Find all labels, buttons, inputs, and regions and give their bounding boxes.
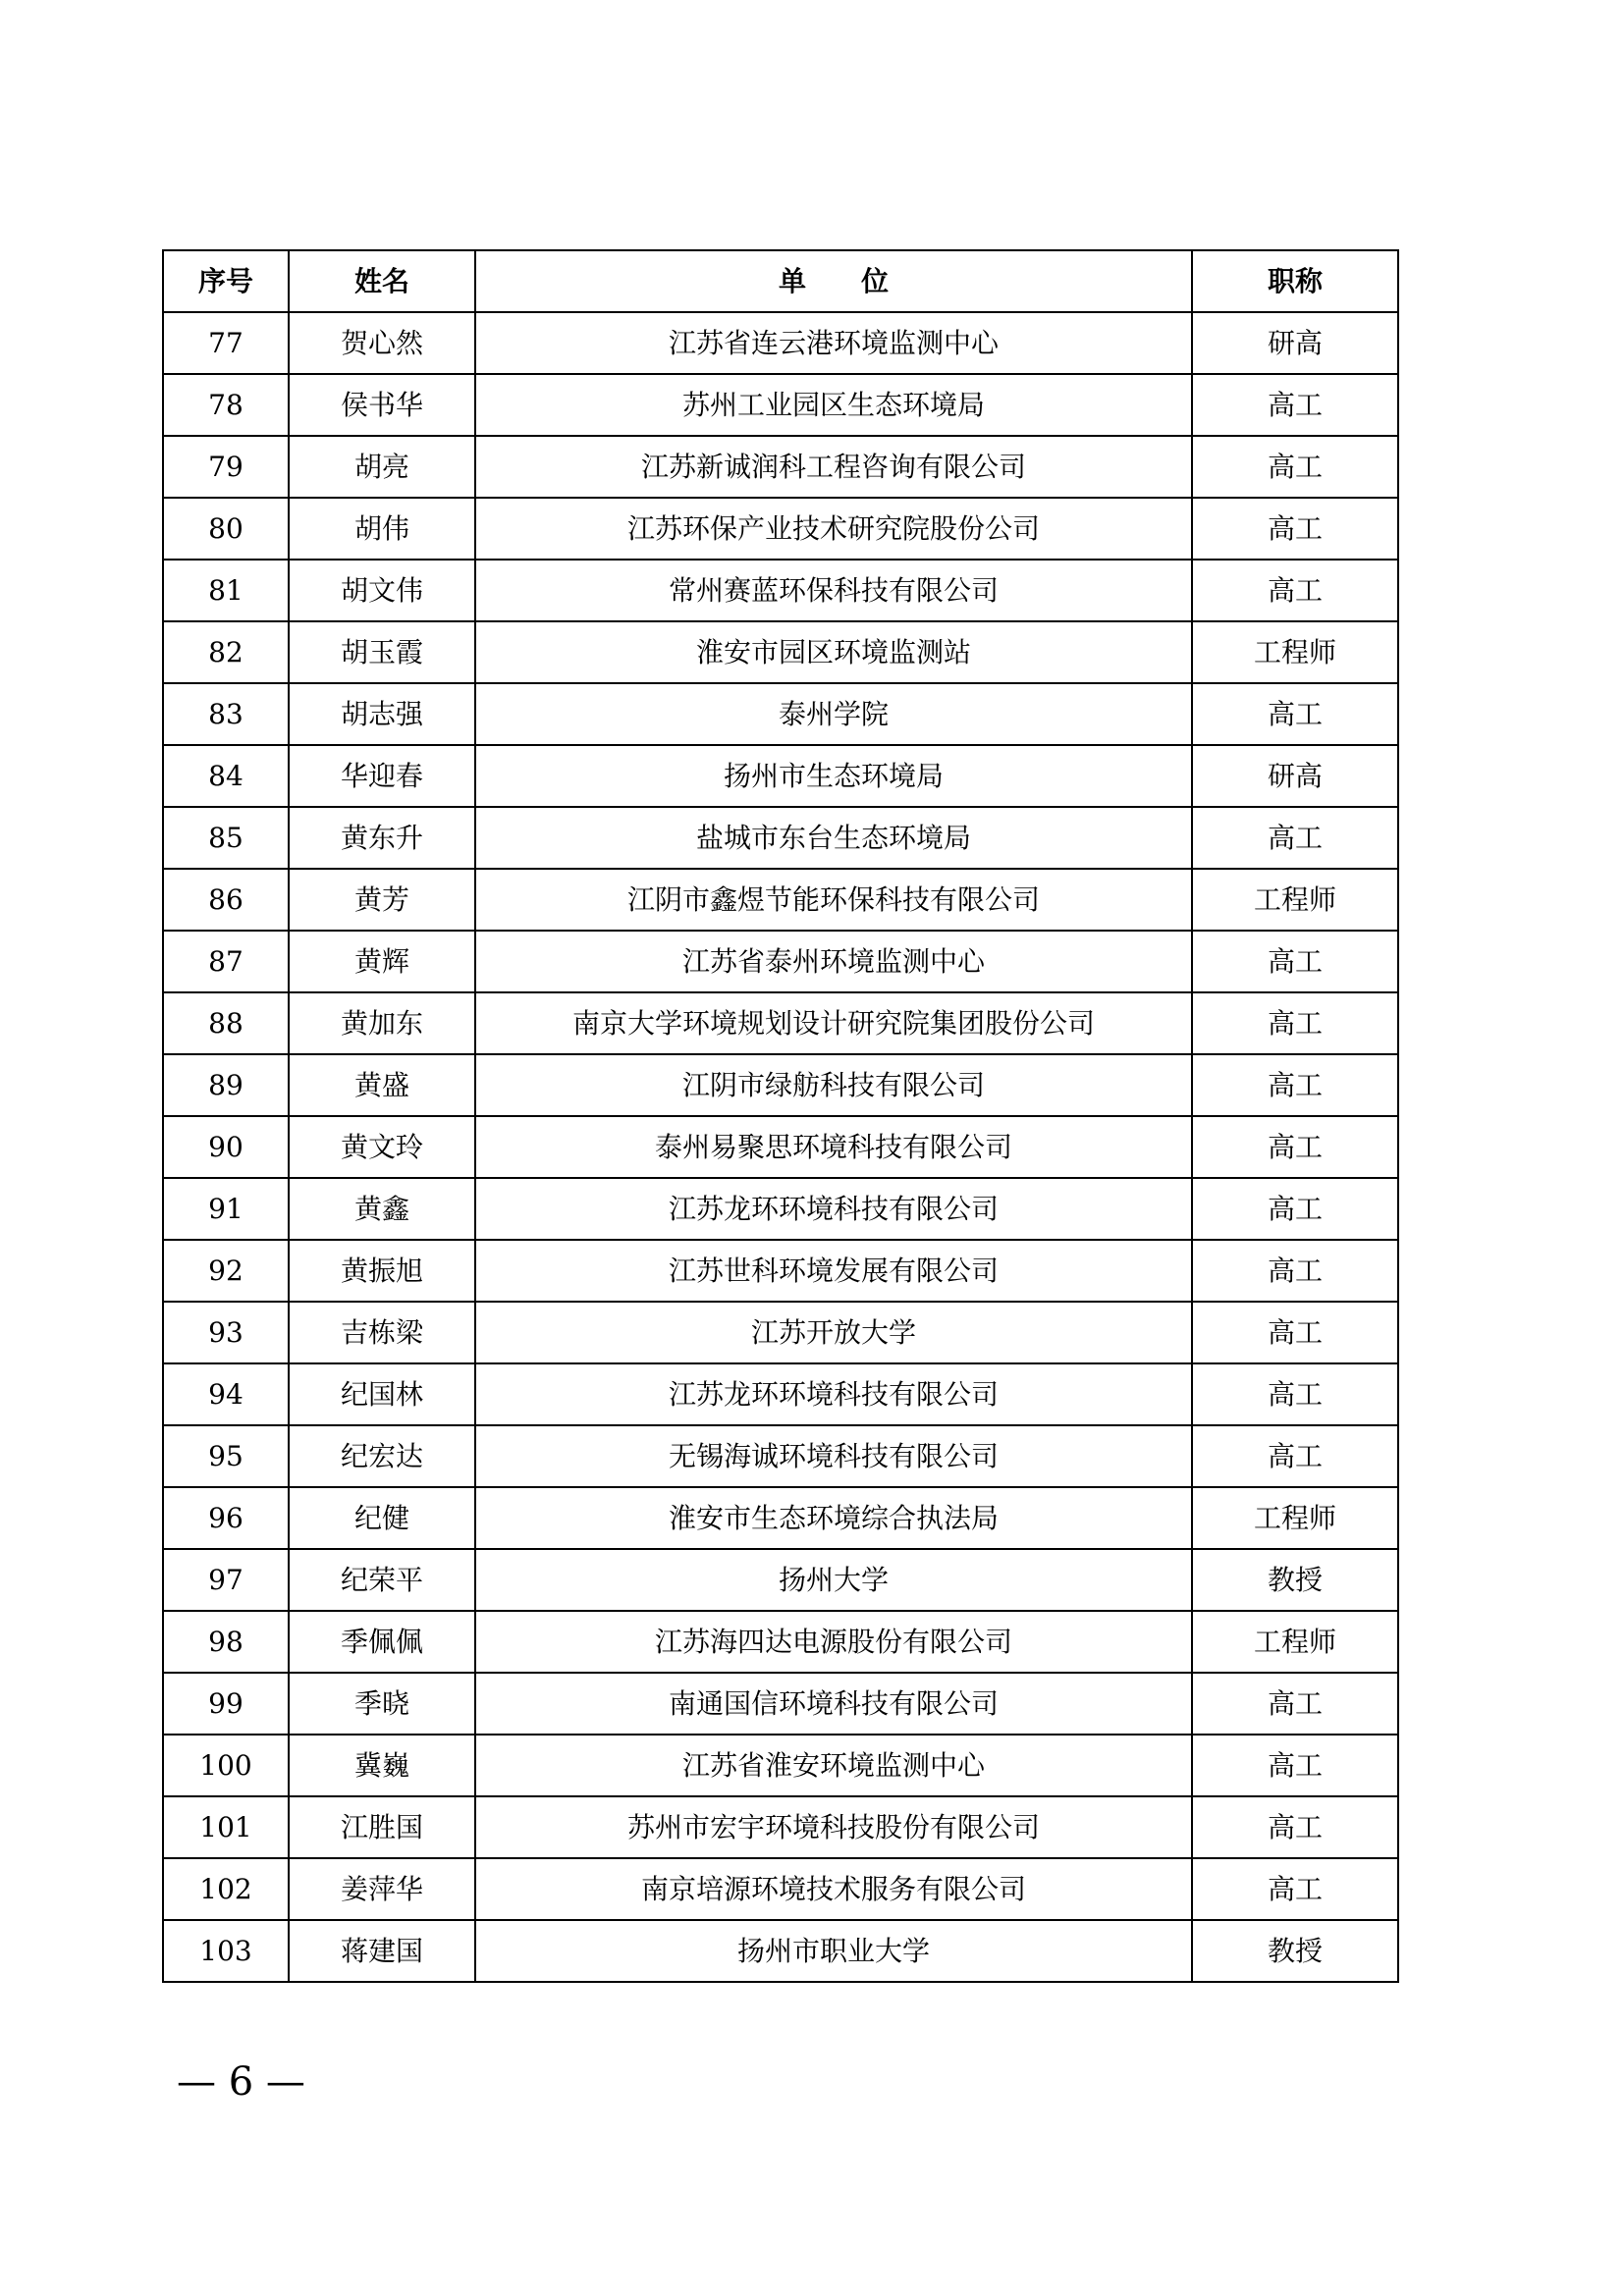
header-row: [163, 250, 1398, 312]
table-row: [163, 1116, 1398, 1178]
cell-title: 教授: [1192, 1920, 1398, 1982]
cell-unit: 扬州市生态环境局: [475, 745, 1192, 807]
cell-name: 江胜国: [289, 1796, 475, 1858]
table-row: [163, 560, 1398, 621]
cell-title: 高工: [1192, 1425, 1398, 1487]
table-row: [163, 1611, 1398, 1673]
cell-name: 姜萍华: [289, 1858, 475, 1920]
cell-title: 研高: [1192, 745, 1398, 807]
header-no: 序号: [163, 250, 289, 312]
table-row: [163, 1549, 1398, 1611]
cell-title: 高工: [1192, 374, 1398, 436]
table-row: [163, 931, 1398, 992]
table-row: [163, 992, 1398, 1054]
table-row: [163, 1425, 1398, 1487]
cell-title: 工程师: [1192, 621, 1398, 683]
cell-name: 黄鑫: [289, 1178, 475, 1240]
cell-no: 85: [163, 807, 289, 869]
cell-name: 纪荣平: [289, 1549, 475, 1611]
cell-no: 88: [163, 992, 289, 1054]
cell-name: 黄芳: [289, 869, 475, 931]
cell-name: 黄文玲: [289, 1116, 475, 1178]
cell-title: 高工: [1192, 683, 1398, 745]
cell-no: 95: [163, 1425, 289, 1487]
cell-unit: 江苏环保产业技术研究院股份公司: [475, 498, 1192, 560]
cell-no: 89: [163, 1054, 289, 1116]
cell-name: 胡玉霞: [289, 621, 475, 683]
cell-unit: 江苏龙环环境科技有限公司: [475, 1363, 1192, 1425]
table-row: [163, 807, 1398, 869]
cell-name: 贺心然: [289, 312, 475, 374]
table-row: [163, 498, 1398, 560]
cell-no: 96: [163, 1487, 289, 1549]
cell-no: 99: [163, 1673, 289, 1735]
cell-title: 工程师: [1192, 1611, 1398, 1673]
cell-no: 102: [163, 1858, 289, 1920]
cell-no: 101: [163, 1796, 289, 1858]
table-row: [163, 1673, 1398, 1735]
cell-no: 86: [163, 869, 289, 931]
cell-unit: 苏州市宏宇环境科技股份有限公司: [475, 1796, 1192, 1858]
cell-no: 82: [163, 621, 289, 683]
cell-title: 高工: [1192, 498, 1398, 560]
table-row: [163, 1735, 1398, 1796]
cell-title: 高工: [1192, 1240, 1398, 1302]
cell-name: 胡志强: [289, 683, 475, 745]
cell-no: 84: [163, 745, 289, 807]
cell-no: 83: [163, 683, 289, 745]
cell-name: 黄振旭: [289, 1240, 475, 1302]
cell-title: 高工: [1192, 992, 1398, 1054]
table-row: [163, 1240, 1398, 1302]
cell-unit: 扬州大学: [475, 1549, 1192, 1611]
header-unit: 单 位: [475, 250, 1192, 312]
cell-unit: 盐城市东台生态环境局: [475, 807, 1192, 869]
cell-no: 81: [163, 560, 289, 621]
cell-unit: 南京大学环境规划设计研究院集团股份公司: [475, 992, 1192, 1054]
cell-unit: 江苏省连云港环境监测中心: [475, 312, 1192, 374]
table-row: [163, 436, 1398, 498]
cell-title: 高工: [1192, 1363, 1398, 1425]
cell-unit: 淮安市园区环境监测站: [475, 621, 1192, 683]
cell-no: 80: [163, 498, 289, 560]
cell-title: 高工: [1192, 1302, 1398, 1363]
cell-no: 93: [163, 1302, 289, 1363]
cell-title: 高工: [1192, 1796, 1398, 1858]
cell-title: 高工: [1192, 807, 1398, 869]
cell-name: 吉栋梁: [289, 1302, 475, 1363]
cell-name: 纪健: [289, 1487, 475, 1549]
table-row: [163, 312, 1398, 374]
cell-name: 纪宏达: [289, 1425, 475, 1487]
cell-no: 91: [163, 1178, 289, 1240]
table-row: [163, 1858, 1398, 1920]
cell-unit: 江苏世科环境发展有限公司: [475, 1240, 1192, 1302]
cell-name: 胡亮: [289, 436, 475, 498]
cell-no: 78: [163, 374, 289, 436]
cell-unit: 江阴市绿舫科技有限公司: [475, 1054, 1192, 1116]
cell-unit: 江苏海四达电源股份有限公司: [475, 1611, 1192, 1673]
cell-title: 高工: [1192, 436, 1398, 498]
cell-title: 高工: [1192, 1116, 1398, 1178]
cell-unit: 泰州易聚思环境科技有限公司: [475, 1116, 1192, 1178]
cell-unit: 常州赛蓝环保科技有限公司: [475, 560, 1192, 621]
cell-no: 103: [163, 1920, 289, 1982]
table-row: [163, 869, 1398, 931]
cell-unit: 扬州市职业大学: [475, 1920, 1192, 1982]
cell-unit: 江苏省泰州环境监测中心: [475, 931, 1192, 992]
cell-unit: 南京培源环境技术服务有限公司: [475, 1858, 1192, 1920]
cell-no: 98: [163, 1611, 289, 1673]
page-number: — 6 —: [177, 2059, 305, 2105]
cell-name: 纪国林: [289, 1363, 475, 1425]
cell-title: 工程师: [1192, 1487, 1398, 1549]
table-row: [163, 1920, 1398, 1982]
cell-unit: 江苏龙环环境科技有限公司: [475, 1178, 1192, 1240]
table-row: [163, 745, 1398, 807]
cell-title: 高工: [1192, 560, 1398, 621]
cell-unit: 南通国信环境科技有限公司: [475, 1673, 1192, 1735]
cell-no: 90: [163, 1116, 289, 1178]
cell-title: 高工: [1192, 1054, 1398, 1116]
cell-unit: 淮安市生态环境综合执法局: [475, 1487, 1192, 1549]
cell-unit: 苏州工业园区生态环境局: [475, 374, 1192, 436]
table-row: [163, 1302, 1398, 1363]
cell-no: 77: [163, 312, 289, 374]
cell-no: 100: [163, 1735, 289, 1796]
cell-name: 季晓: [289, 1673, 475, 1735]
cell-name: 侯书华: [289, 374, 475, 436]
cell-title: 高工: [1192, 1858, 1398, 1920]
table-header: [163, 250, 1398, 312]
cell-no: 97: [163, 1549, 289, 1611]
cell-unit: 江阴市鑫煜节能环保科技有限公司: [475, 869, 1192, 931]
cell-unit: 泰州学院: [475, 683, 1192, 745]
table-row: [163, 683, 1398, 745]
cell-title: 研高: [1192, 312, 1398, 374]
cell-no: 87: [163, 931, 289, 992]
cell-unit: 江苏开放大学: [475, 1302, 1192, 1363]
header-name: 姓名: [289, 250, 475, 312]
cell-title: 工程师: [1192, 869, 1398, 931]
table-body: [163, 312, 1398, 1982]
cell-name: 黄东升: [289, 807, 475, 869]
table-row: [163, 1178, 1398, 1240]
cell-name: 蒋建国: [289, 1920, 475, 1982]
cell-name: 胡文伟: [289, 560, 475, 621]
cell-name: 黄盛: [289, 1054, 475, 1116]
cell-name: 黄加东: [289, 992, 475, 1054]
cell-name: 冀巍: [289, 1735, 475, 1796]
cell-unit: 无锡海诚环境科技有限公司: [475, 1425, 1192, 1487]
table-row: [163, 621, 1398, 683]
cell-no: 79: [163, 436, 289, 498]
header-title: 职称: [1192, 250, 1398, 312]
cell-name: 胡伟: [289, 498, 475, 560]
table-row: [163, 1796, 1398, 1858]
cell-title: 高工: [1192, 1735, 1398, 1796]
cell-title: 高工: [1192, 931, 1398, 992]
table-row: [163, 1054, 1398, 1116]
cell-name: 黄辉: [289, 931, 475, 992]
cell-name: 季佩佩: [289, 1611, 475, 1673]
expert-roster-table: [162, 249, 1399, 1983]
table-row: [163, 1363, 1398, 1425]
cell-title: 高工: [1192, 1178, 1398, 1240]
cell-no: 92: [163, 1240, 289, 1302]
cell-unit: 江苏省淮安环境监测中心: [475, 1735, 1192, 1796]
cell-unit: 江苏新诚润科工程咨询有限公司: [475, 436, 1192, 498]
cell-name: 华迎春: [289, 745, 475, 807]
table-row: [163, 374, 1398, 436]
table-row: [163, 1487, 1398, 1549]
cell-no: 94: [163, 1363, 289, 1425]
cell-title: 教授: [1192, 1549, 1398, 1611]
cell-title: 高工: [1192, 1673, 1398, 1735]
